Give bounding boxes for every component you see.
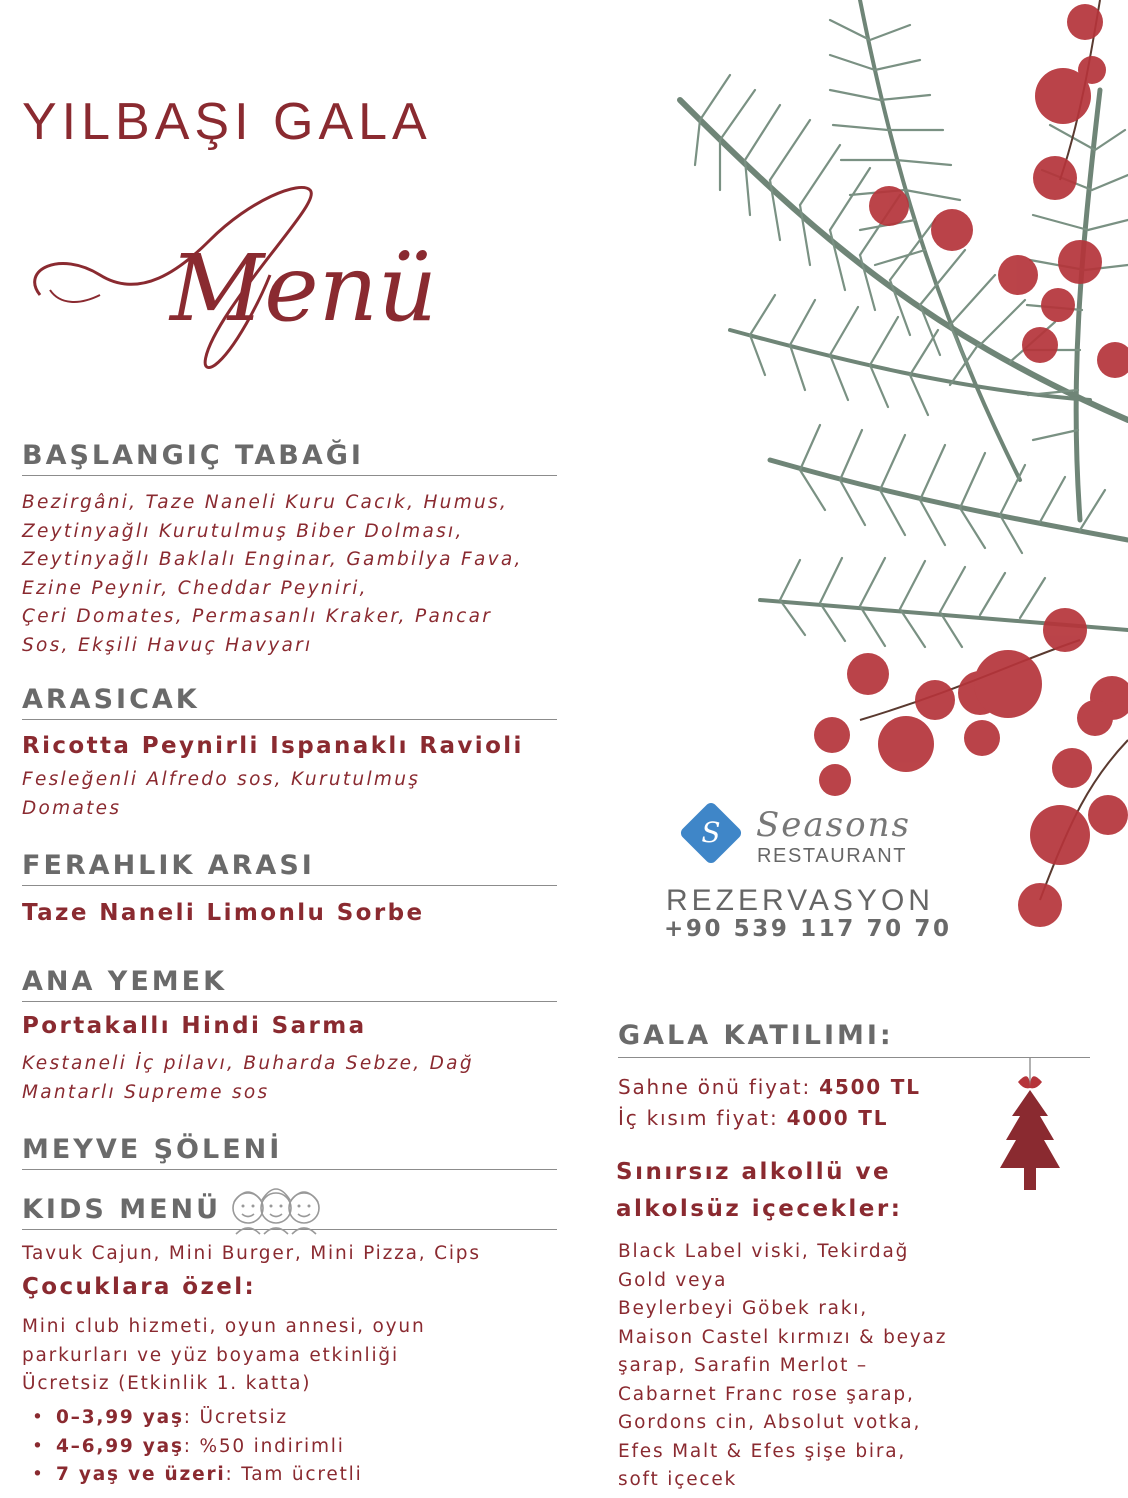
price-front-value: 4500 TL — [819, 1075, 921, 1099]
drink-line: Beylerbeyi Göbek rakı, — [618, 1298, 868, 1319]
brand-subtitle: RESTAURANT — [757, 845, 908, 867]
price-inner-label: İç kısım fiyat: — [618, 1106, 787, 1130]
main-line: Kestaneli İç pilavı, Buharda Sebze, Dağ — [22, 1053, 474, 1074]
drink-line: şarap, Sarafin Merlot – — [618, 1355, 868, 1376]
drink-line: Black Label viski, Tekirdağ — [618, 1241, 910, 1262]
pine-berry-decoration — [660, 0, 1128, 940]
starter-line: Zeytinyağlı Baklalı Enginar, Gambilya Fava, — [22, 549, 523, 570]
drinks-list — [618, 1238, 1018, 1495]
starter-line: Bezirgâni, Taze Naneli Kuru Cacık, Humus, — [22, 492, 509, 513]
main-line: Mantarlı Supreme sos — [22, 1081, 270, 1103]
drink-line: Maison Castel kırmızı & beyaz — [618, 1326, 948, 1348]
reservation-label: REZERVASYON — [666, 884, 934, 917]
drink-line: soft içecek — [618, 1469, 738, 1490]
script-menu-word: Menü — [170, 235, 438, 342]
kids-faces-icon — [226, 1178, 326, 1240]
kids-special-details — [22, 1313, 425, 1399]
main-details — [22, 1050, 474, 1107]
age-bullet: • 0–3,99 yaş: Ücretsiz — [32, 1404, 363, 1433]
kids-age-pricing — [32, 1404, 363, 1490]
main-dish: Portakallı Hindi Sarma — [22, 1013, 367, 1039]
kids-items: Tavuk Cajun, Mini Burger, Mini Pizza, Cips — [22, 1243, 481, 1264]
starter-line: Ezine Peynir, Cheddar Peyniri, — [22, 577, 368, 599]
age-bullet: • 4–6,99 yaş: %50 indirimli — [32, 1433, 363, 1462]
kids-special-line: Ücretsiz (Etkinlik 1. katta) — [22, 1373, 312, 1394]
intermediate-line: Domates — [22, 797, 122, 819]
seasons-logo-icon — [678, 800, 744, 866]
price-front — [618, 1075, 921, 1099]
script-menu-title — [20, 180, 460, 380]
price-front-label: Sahne önü fiyat: — [618, 1075, 820, 1099]
drink-line: Gordons cin, Absolut votka, — [618, 1412, 922, 1433]
kids-heading: KIDS MENÜ — [22, 1194, 557, 1230]
starter-line: Sos, Ekşili Havuç Havyarı — [22, 634, 313, 656]
starter-line: Çeri Domates, Permasanlı Kraker, Pancar — [22, 606, 493, 627]
intermediate-details — [22, 766, 420, 823]
intermediate-line: Fesleğenli Alfredo sos, Kurutulmuş — [22, 769, 421, 790]
drink-line: Cabarnet Franc rose şarap, — [618, 1383, 915, 1405]
drink-line: Efes Malt & Efes şişe bira, — [618, 1440, 907, 1462]
kids-special-heading: Çocuklara özel: — [22, 1274, 257, 1300]
starter-line: Zeytinyağlı Kurutulmuş Biber Dolması, — [22, 520, 464, 542]
logo-letter: S — [701, 816, 721, 849]
intermediate-dish: Ricotta Peynirli Ispanaklı Ravioli — [22, 733, 524, 759]
starter-items — [22, 489, 523, 660]
refresh-heading: FERAHLIK ARASI — [22, 850, 557, 886]
unlimited-drinks-heading — [616, 1154, 976, 1228]
refresh-dish: Taze Naneli Limonlu Sorbe — [22, 900, 425, 926]
fruit-heading: MEYVE ŞÖLENİ — [22, 1134, 557, 1170]
starter-heading: BAŞLANGIÇ TABAĞI — [22, 440, 557, 476]
reservation-phone[interactable]: +90 539 117 70 70 — [664, 916, 952, 942]
unlimited-line: alkolsüz içecekler: — [616, 1196, 903, 1222]
gala-heading: GALA KATILIMI: — [618, 1020, 1090, 1058]
christmas-tree-ornament-icon — [990, 1058, 1070, 1198]
drink-line: Gold veya — [618, 1269, 728, 1291]
page-title: YILBAŞI GALA — [22, 93, 432, 151]
kids-special-line: parkurları ve yüz boyama etkinliği — [22, 1344, 399, 1366]
unlimited-line: Sınırsız alkollü ve — [616, 1159, 892, 1185]
kids-special-line: Mini club hizmeti, oyun annesi, oyun — [22, 1316, 426, 1337]
price-inner-value: 4000 TL — [786, 1106, 889, 1130]
price-inner — [618, 1106, 888, 1130]
brand-name: Seasons — [756, 805, 911, 845]
age-bullet: • 7 yaş ve üzeri: Tam ücretli — [32, 1461, 363, 1490]
intermediate-heading: ARASICAK — [22, 684, 557, 720]
main-heading: ANA YEMEK — [22, 966, 557, 1002]
